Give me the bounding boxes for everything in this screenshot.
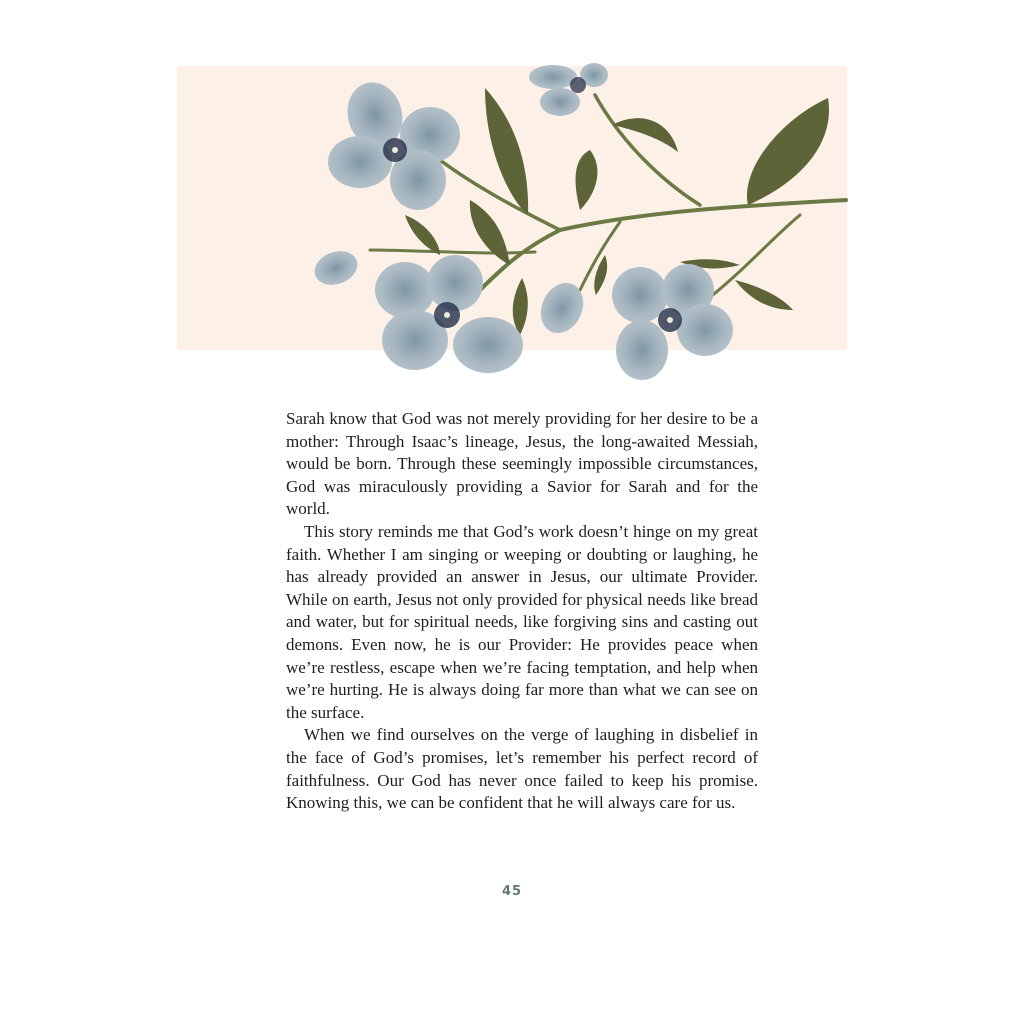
paragraph-2: This story reminds me that God’s work doesn’t hinge on my great faith. Whether I am singing or weeping or doubting or laughing, he has already provided an answer in Jesus, our ultimate Provider. While on earth, Jesus not only provided for physical needs like bread and water, but for spiritual needs, like forgiving sins and casting out demons. Even now, he is our Provider: He provides peace when we’re restless, escape when we’re facing temptation, and help when we’re hurting. He is always doing far more than what we can see on the surface. — [286, 521, 758, 722]
paragraph-1: Sarah know that God was not merely providing for her desire to be a mother: Through Isaac’s lineage, Jesus, the long-awaited Messiah, would be born. Through these seemingly impossible circumstances, God was miraculously providing a Savior for Sarah and for the world. — [286, 409, 758, 519]
header-illustration-background — [177, 66, 847, 350]
paragraph-3: When we find ourselves on the verge of laughing in disbelief in the face of God’s promises, let’s remember his perfect record of faithfulness. Our God has never once failed to keep his promise. Knowing this, we can be confident that he will always care for us. — [286, 725, 758, 813]
page-number: 45 — [501, 884, 523, 899]
body-text — [286, 408, 758, 815]
